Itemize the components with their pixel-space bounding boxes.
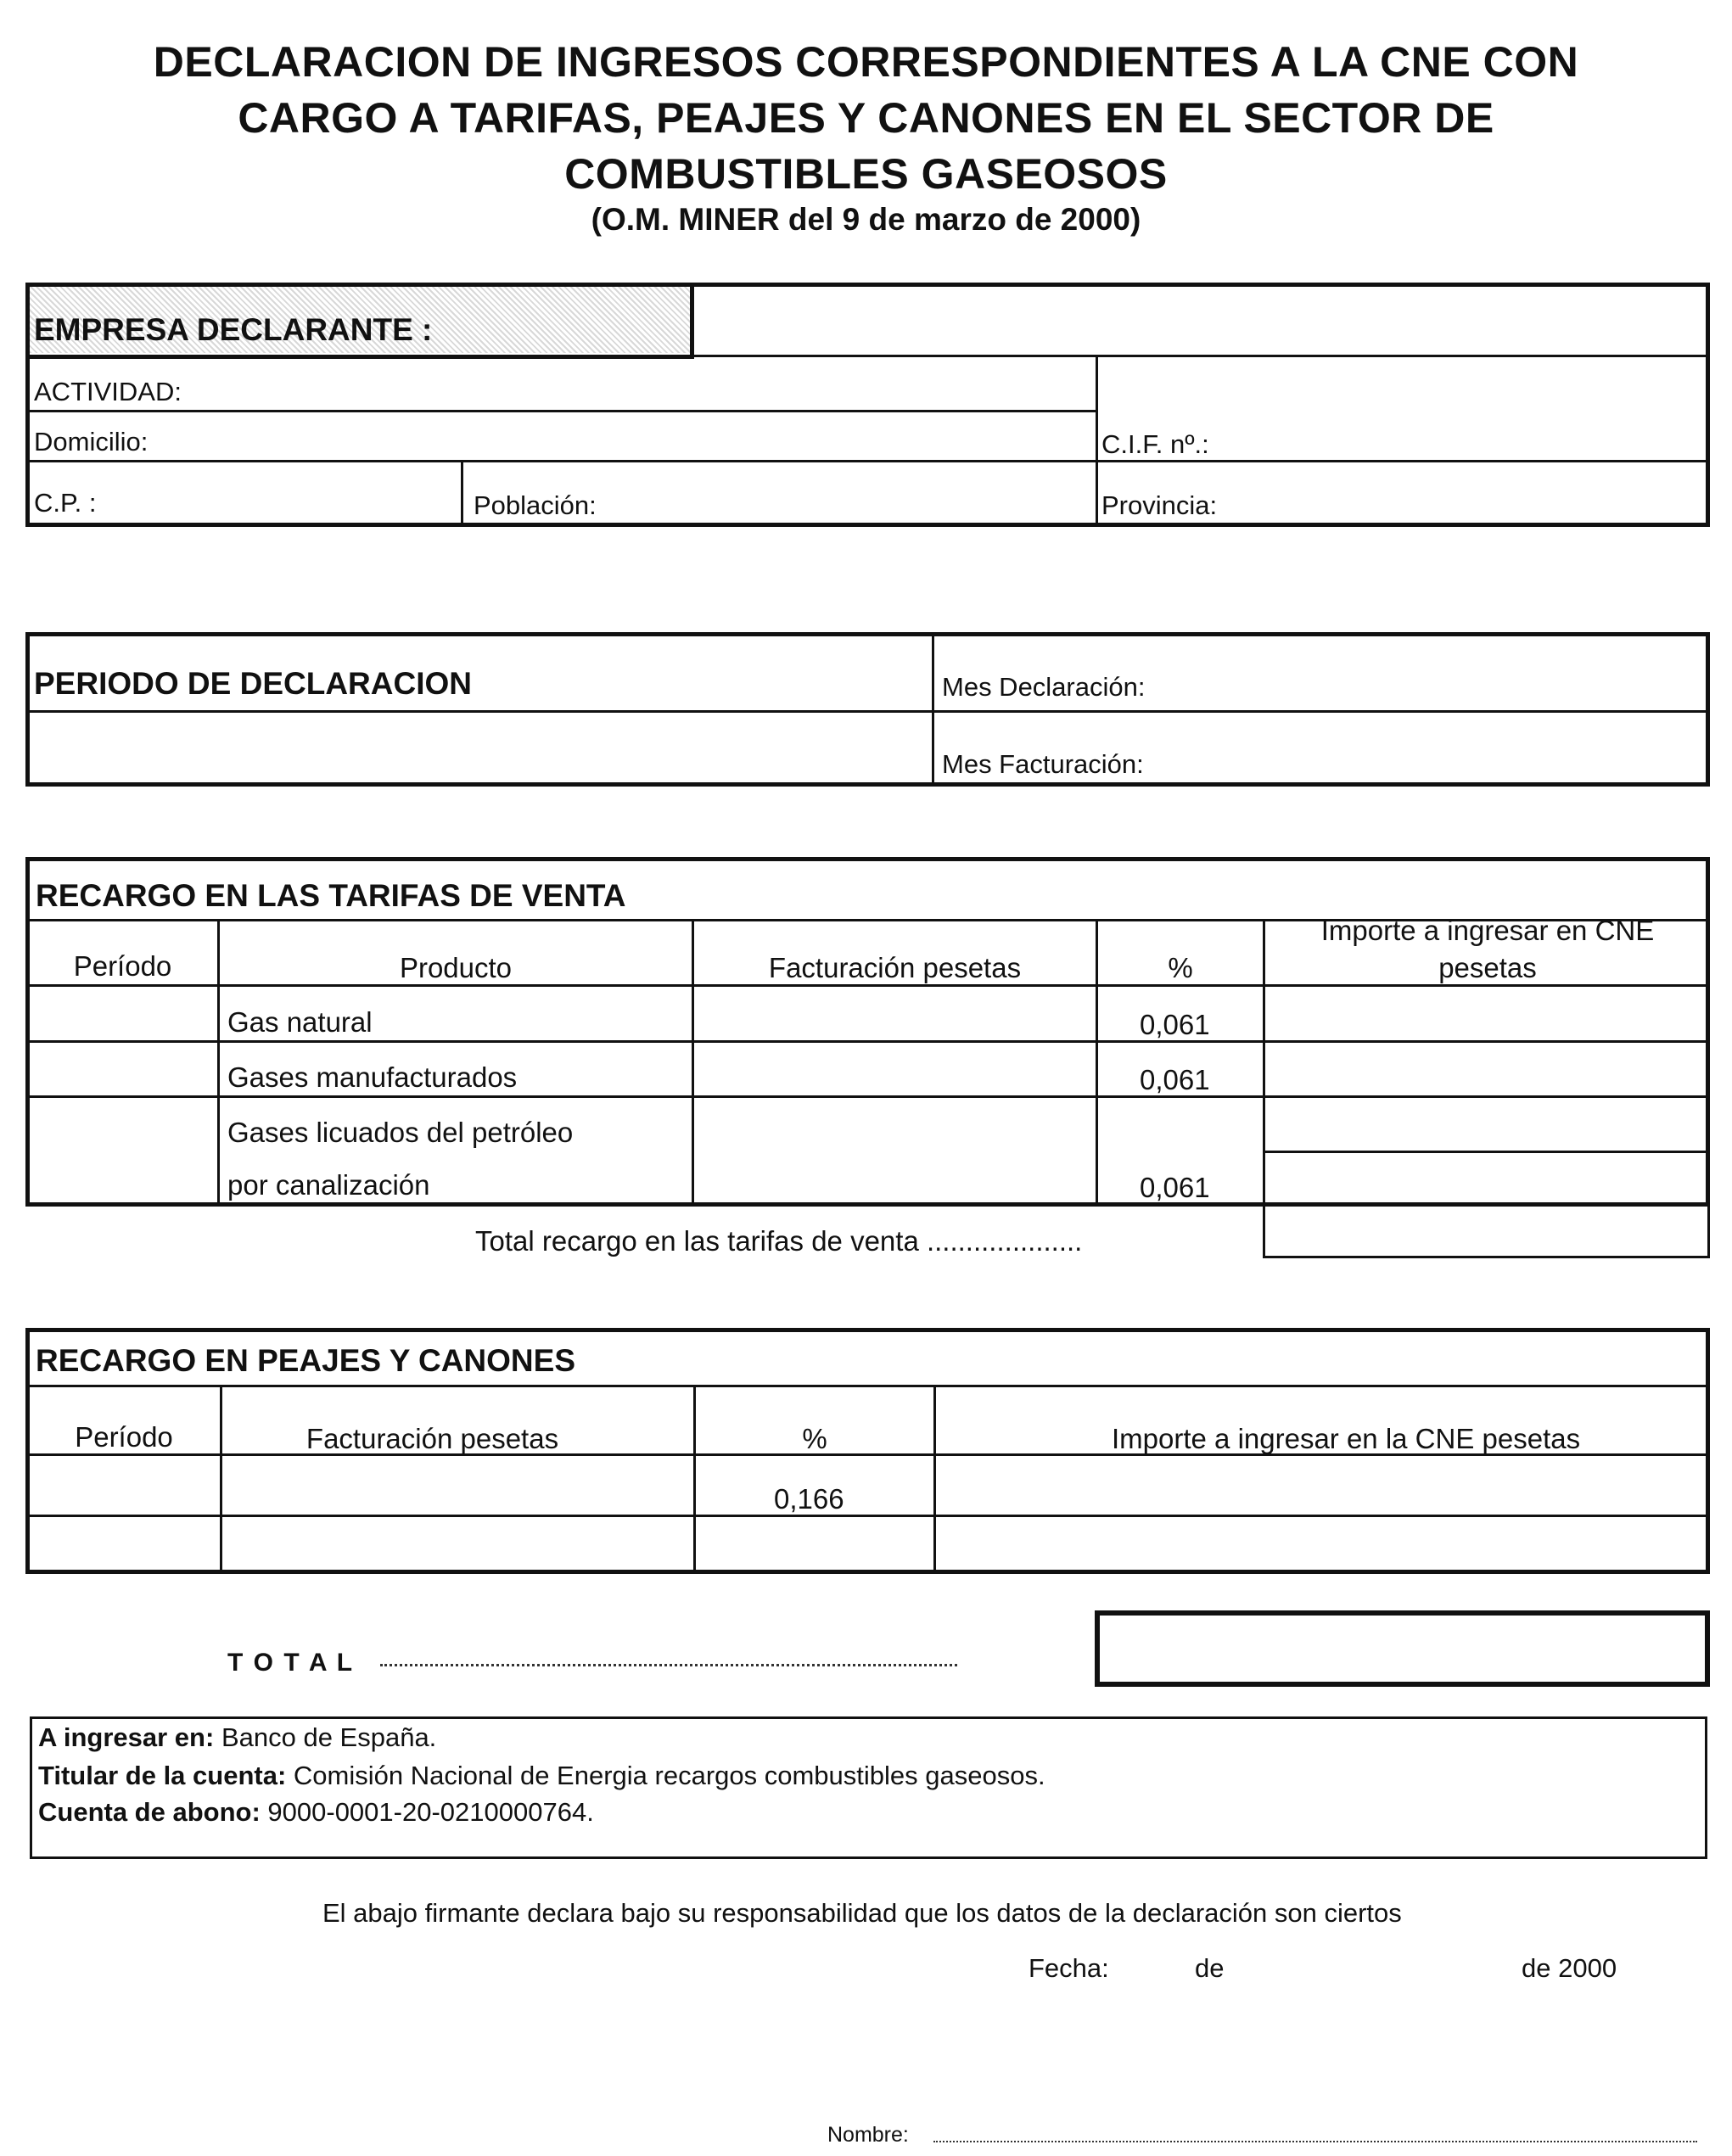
tarifas-row-pct: 0,061 [1140, 1064, 1210, 1095]
peajes-col-facturacion [693, 1385, 696, 1574]
cuenta-value: 9000-0001-20-0210000764. [267, 1797, 594, 1827]
periodo-heading: PERIODO DE DECLARACION [34, 666, 472, 701]
form-title-line-2: CARGO A TARIFAS, PEAJES Y CANONES EN EL SECTOR DE [238, 94, 1494, 142]
tarifas-col-header-producto: Producto [399, 952, 513, 983]
total-amount-box[interactable] [1095, 1610, 1710, 1687]
tarifas-col-header-importe-1: Importe a ingresar en CNE [1320, 915, 1655, 946]
peajes-col-header-importe: Importe a ingresar en la CNE pesetas [1112, 1423, 1581, 1454]
mes-declaracion-field[interactable]: Mes Declaración: [942, 672, 1146, 702]
tarifas-heading: RECARGO EN LAS TARIFAS DE VENTA [36, 878, 626, 913]
tarifas-col-header-pct: % [1168, 952, 1193, 983]
tarifas-row3a-divider [1264, 1151, 1710, 1153]
tarifas-header-divider [25, 984, 1710, 987]
cif-field[interactable]: C.I.F. nº.: [1101, 429, 1209, 459]
periodo-row-divider [25, 710, 1710, 713]
peajes-col-periodo [220, 1385, 222, 1574]
tarifas-col-header-importe-2: pesetas [1438, 952, 1537, 983]
provincia-field[interactable]: Provincia: [1101, 490, 1218, 520]
peajes-heading: RECARGO EN PEAJES Y CANONES [36, 1343, 576, 1378]
peajes-heading-divider [25, 1385, 1710, 1387]
empresa-row3-divider [25, 460, 1710, 462]
fecha-label: Fecha: [1029, 1953, 1109, 1983]
tarifas-total-box[interactable] [1263, 1203, 1710, 1258]
tarifas-row-producto-line1: Gases licuados del petróleo [227, 1117, 574, 1148]
tarifas-row-producto: Gases manufacturados [227, 1061, 518, 1093]
tarifas-col-header-periodo: Período [73, 950, 172, 982]
titular-label: Titular de la cuenta: [38, 1761, 287, 1790]
a-ingresar-value: Banco de España. [221, 1722, 437, 1752]
periodo-section [25, 632, 1710, 787]
tarifas-total-label: Total recargo en las tarifas de venta .................... [475, 1225, 1083, 1257]
tarifas-row-pct: 0,061 [1140, 1009, 1210, 1040]
form-subtitle: (O.M. MINER del 9 de marzo de 2000) [591, 202, 1141, 237]
titular-line [38, 1761, 1045, 1791]
tarifas-row2-divider [25, 1095, 1710, 1098]
peajes-col-header-pct: % [802, 1423, 827, 1454]
peajes-row-pct: 0,166 [774, 1483, 844, 1515]
empresa-heading-divider [690, 283, 694, 357]
peajes-col-header-facturacion: Facturación pesetas [305, 1423, 559, 1454]
fecha-year-label: de 2000 [1522, 1953, 1617, 1983]
tarifas-col-header-facturacion: Facturación pesetas [768, 952, 1022, 983]
total-label: T O T A L [227, 1649, 355, 1677]
tarifas-row1-divider [25, 1040, 1710, 1043]
tarifas-row-pct: 0,061 [1140, 1172, 1210, 1203]
tarifas-row-producto: Gas natural [227, 1006, 373, 1038]
total-dotted-line [380, 1664, 957, 1666]
form-title-line-3: COMBUSTIBLES GASEOSOS [564, 150, 1168, 198]
nombre-dotted-line[interactable] [933, 2141, 1697, 2142]
actividad-field[interactable]: ACTIVIDAD: [34, 377, 182, 406]
domicilio-field[interactable]: Domicilio: [34, 427, 149, 456]
cuenta-line [38, 1797, 594, 1828]
cp-divider [461, 460, 463, 524]
declaracion-statement: El abajo firmante declara bajo su responsabilidad que los datos de la declaración son ciertos [322, 1898, 1402, 1928]
a-ingresar-label: A ingresar en: [38, 1722, 215, 1752]
peajes-col-header-periodo: Período [75, 1421, 173, 1453]
fecha-de-label: de [1195, 1953, 1225, 1983]
form-title-line-1: DECLARACION DE INGRESOS CORRESPONDIENTES A LA CNE CON [153, 38, 1579, 86]
mes-facturacion-field[interactable]: Mes Facturación: [942, 749, 1144, 779]
peajes-row1-divider [25, 1515, 1710, 1517]
actividad-divider [25, 410, 1098, 412]
nombre-label: Nombre: [827, 2123, 909, 2147]
tarifas-row-producto-line2: por canalización [227, 1169, 430, 1201]
poblacion-field[interactable]: Población: [474, 490, 597, 520]
cp-field[interactable]: C.P. : [34, 488, 97, 518]
periodo-divider [932, 632, 934, 787]
peajes-col-pct [933, 1385, 936, 1574]
cuenta-label: Cuenta de abono: [38, 1797, 261, 1827]
titular-value: Comisión Nacional de Energia recargos combustibles gaseosos. [293, 1761, 1045, 1790]
a-ingresar-line [38, 1722, 436, 1753]
empresa-row-divider [25, 355, 1710, 357]
empresa-declarante-heading: EMPRESA DECLARANTE : [34, 312, 433, 347]
cif-divider [1096, 355, 1098, 524]
